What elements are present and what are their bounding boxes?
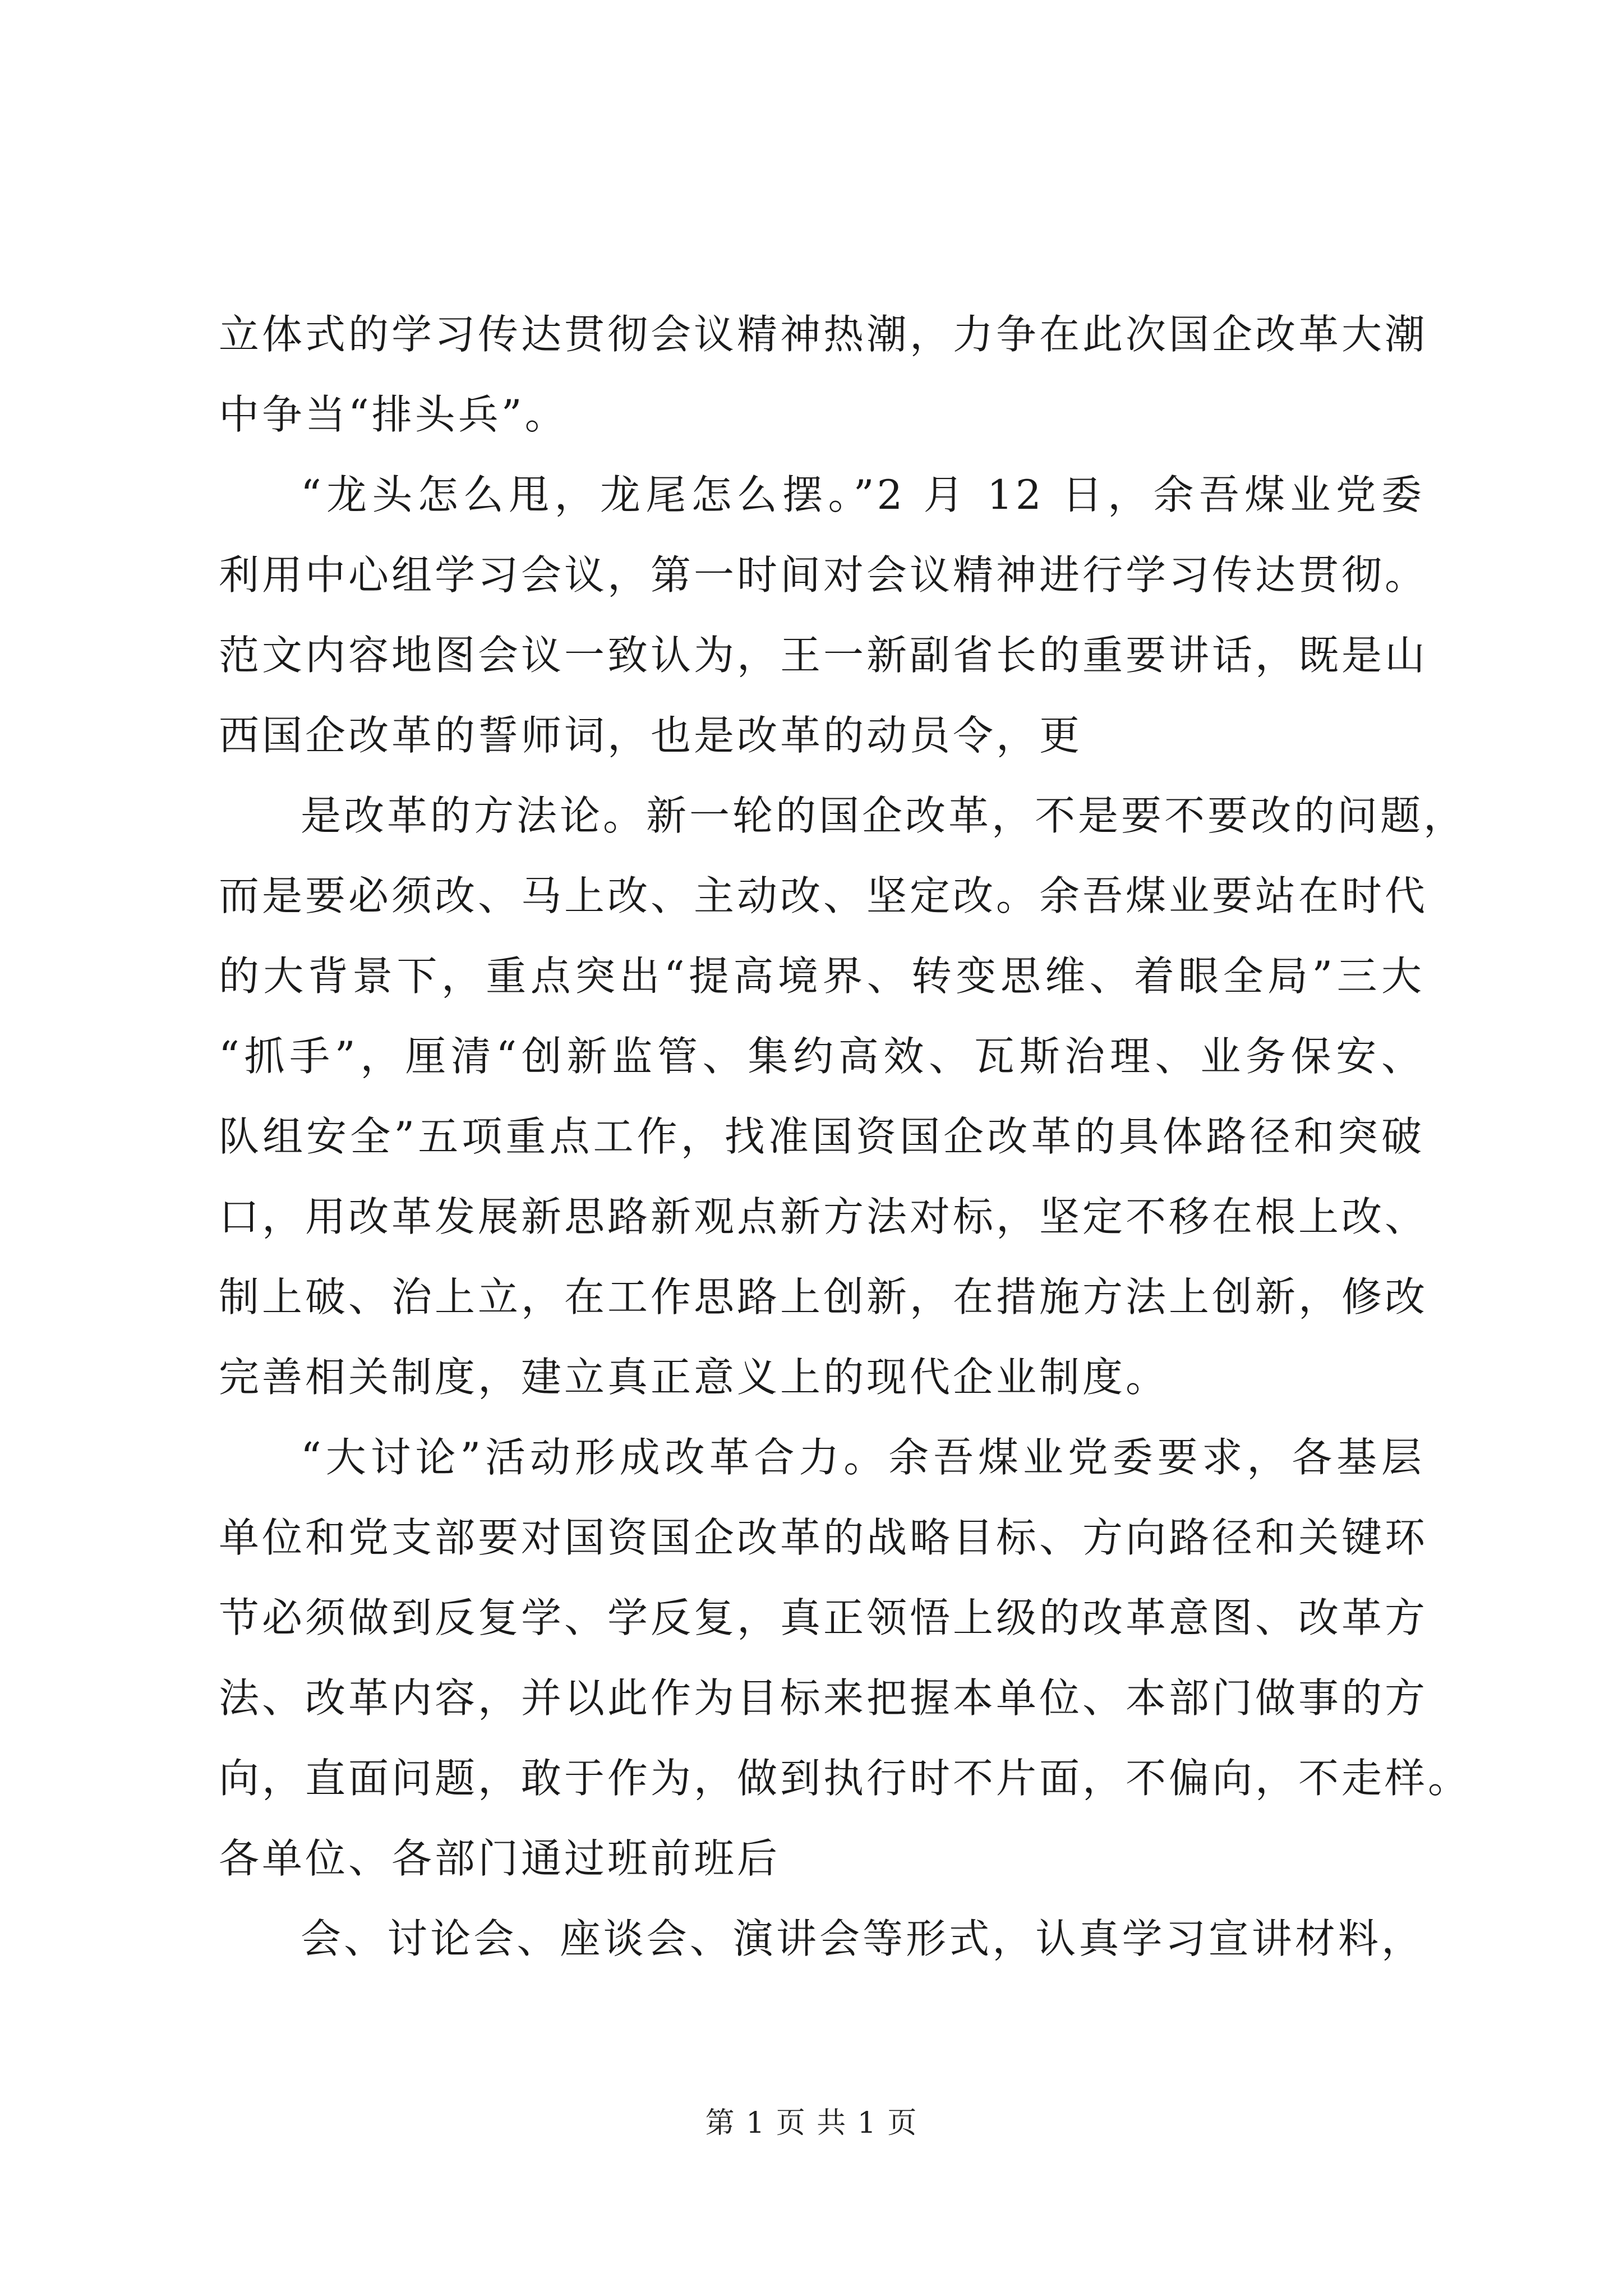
text-line: “抓手”，厘清“创新监管、集约高效、瓦斯治理、业务保安、 <box>219 1033 1424 1080</box>
text-line: 口，用改革发展新思路新观点新方法对标，坚定不移在根上改、 <box>219 1193 1428 1240</box>
text-line: 中争当“排头兵”。 <box>219 391 568 438</box>
text-line: 立体式的学习传达贯彻会议精神热潮，力争在此次国企改革大潮 <box>219 311 1428 358</box>
text-line: 而是要必须改、马上改、主动改、坚定改。余吾煤业要站在时代 <box>219 872 1428 919</box>
text-line: “龙头怎么甩，龙尾怎么摆。”2 月 12 日，余吾煤业党委 <box>301 471 1424 518</box>
text-line: 会、讨论会、座谈会、演讲会等形式，认真学习宣讲材料， <box>301 1915 1424 1962</box>
text-line: 完善相关制度，建立真正意义上的现代企业制度。 <box>219 1354 1169 1401</box>
text-line: 的大背景下，重点突出“提高境界、转变思维、着眼全局”三大 <box>219 953 1424 1000</box>
text-line: 向，直面问题，敢于作为，做到执行时不片面，不偏向，不走样。 <box>219 1755 1472 1802</box>
text-line: 是改革的方法论。新一轮的国企改革，不是要不要改的问题， <box>301 792 1467 839</box>
text-line: 单位和党支部要对国资国企改革的战略目标、方向路径和关键环 <box>219 1514 1428 1561</box>
text-line: 队组安全”五项重点工作，找准国资国企改革的具体路径和突破 <box>219 1113 1424 1160</box>
text-line: “大讨论”活动形成改革合力。余吾煤业党委要求，各基层 <box>301 1434 1424 1481</box>
text-line: 法、改革内容，并以此作为目标来把握本单位、本部门做事的方 <box>219 1674 1428 1722</box>
text-line: 节必须做到反复学、学反复，真正领悟上级的改革意图、改革方 <box>219 1594 1428 1641</box>
text-line: 西国企改革的誓师词，也是改革的动员令，更 <box>219 712 1083 759</box>
text-line: 各单位、各部门通过班前班后 <box>219 1835 781 1882</box>
text-line: 制上破、治上立，在工作思路上创新，在措施方法上创新，修改 <box>219 1273 1428 1320</box>
page-footer: 第 1 页 共 1 页 <box>705 2106 918 2140</box>
text-line: 范文内容地图会议一致认为，王一新副省长的重要讲话，既是山 <box>219 632 1428 679</box>
document-body <box>219 295 1472 1979</box>
text-line: 利用中心组学习会议，第一时间对会议精神进行学习传达贯彻。 <box>219 551 1428 599</box>
